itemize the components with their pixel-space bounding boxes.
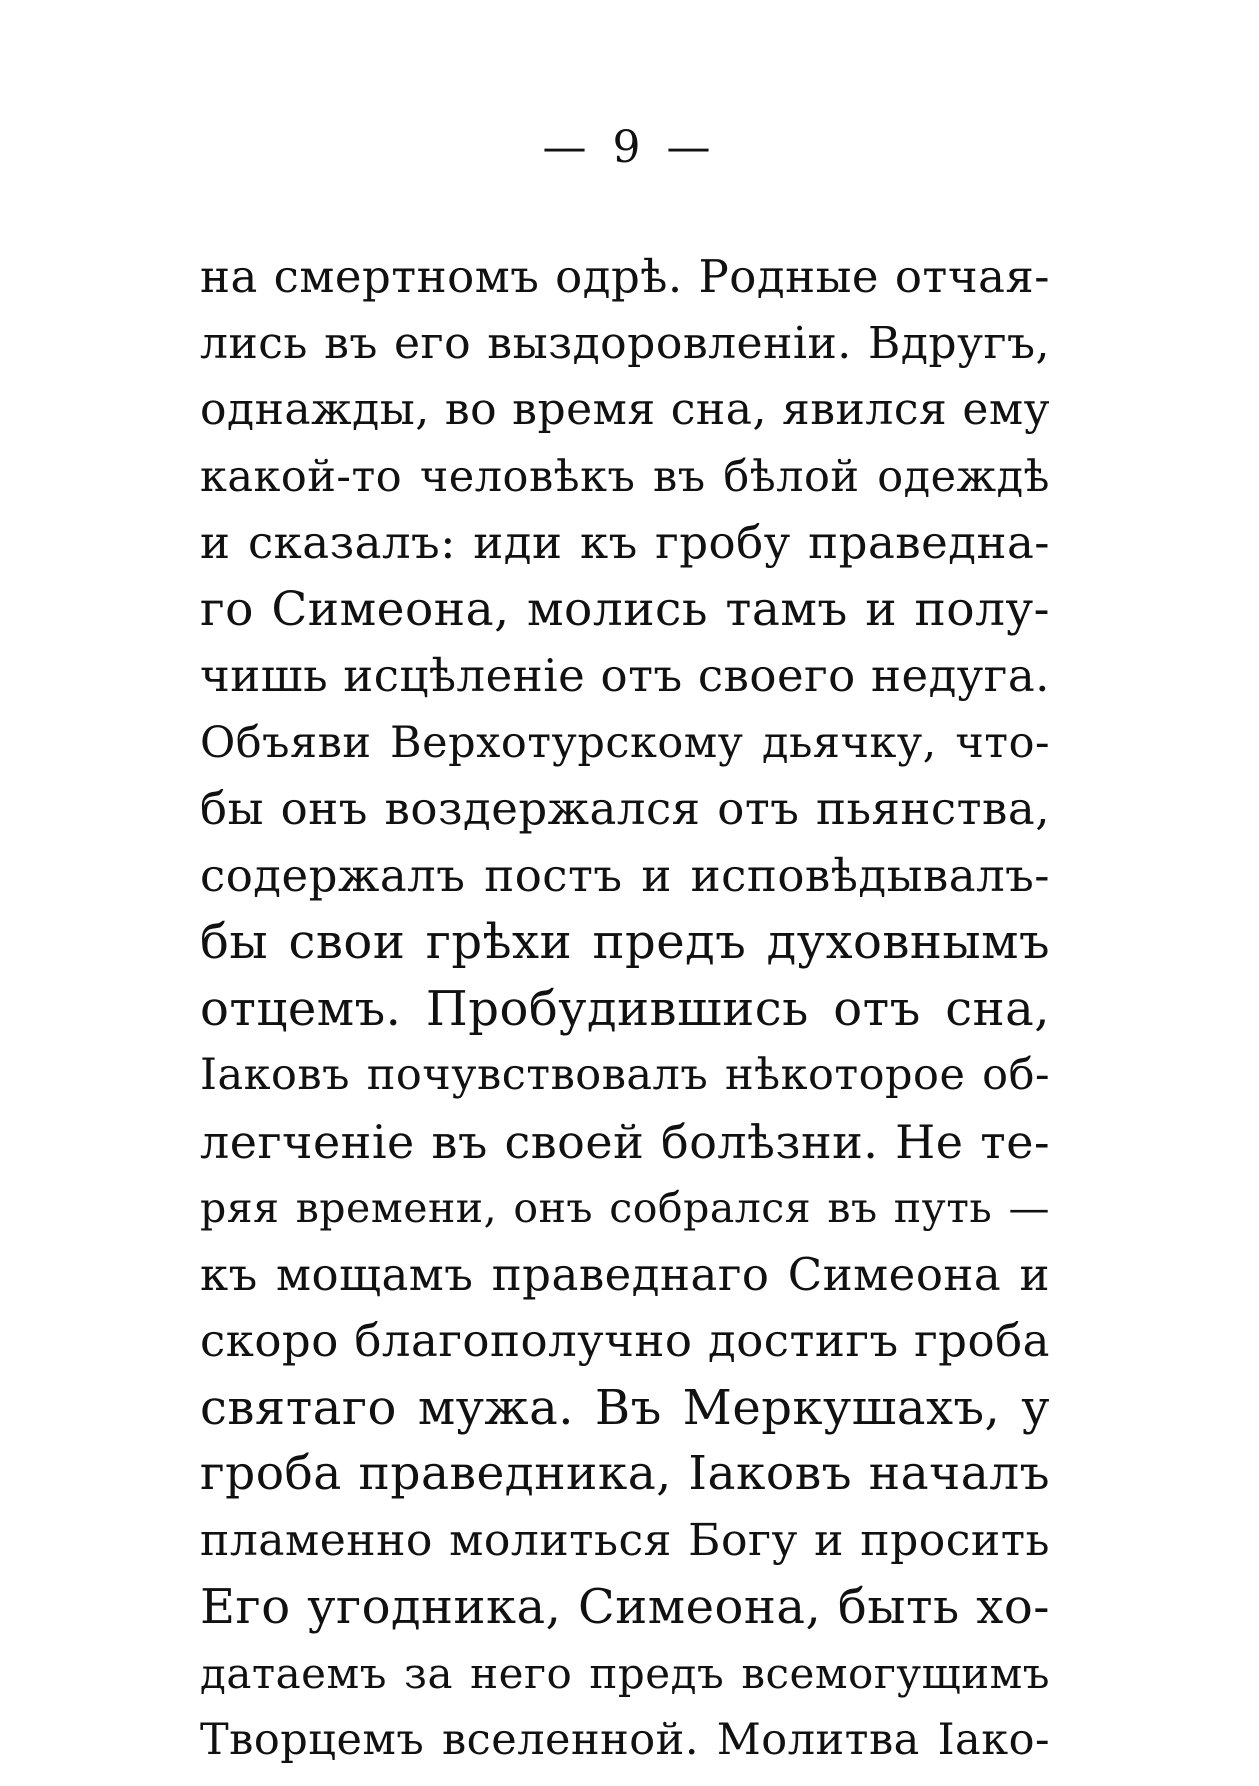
page-number: — 9 —: [542, 122, 717, 173]
text-line: Іаковъ почувствовалъ нѣкоторое об-: [200, 1050, 1050, 1100]
text-line: гроба праведника, Іаковъ началъ: [200, 1446, 1050, 1501]
text-line: скоро благополучно достигъ гроба: [200, 1314, 1050, 1367]
text-line: къ мощамъ праведнаго Симеона и: [200, 1247, 1050, 1301]
text-line: на смертномъ одрѣ. Родные отчая-: [200, 250, 1050, 303]
text-line: датаемъ за него предъ всемогущимъ: [200, 1648, 1050, 1698]
text-line: Творцемъ вселенной. Молитва Іако-: [200, 1715, 1050, 1765]
text-line: бы свои грѣхи предъ духовнымъ: [200, 914, 1050, 970]
text-line: отцемъ. Пробудившись отъ сна,: [200, 980, 1050, 1037]
text-line: какой-то человѣкъ въ бѣлой одеждѣ: [200, 451, 1050, 502]
text-line: го Симеона, молись тамъ и полу-: [200, 581, 1050, 637]
text-line: чишь исцѣленіе отъ своего недуга.: [200, 649, 1050, 702]
text-line: содержалъ постъ и исповѣдывалъ-: [200, 848, 1050, 902]
text-line: бы онъ воздержался отъ пьянства,: [200, 782, 1050, 835]
text-line: лись въ его выздоровленіи. Вдругъ,: [200, 317, 1050, 369]
text-line: святаго мужа. Въ Меркушахъ, у: [200, 1379, 1050, 1436]
text-line: Его угодника, Симеона, быть хо-: [200, 1579, 1050, 1635]
text-line: пламенно молиться Богу и просить: [200, 1514, 1050, 1566]
text-line: ряя времени, онъ собрался въ путь —: [200, 1184, 1050, 1232]
text-line: и сказалъ: иди къ гробу праведна-: [200, 516, 1050, 569]
text-line: легченіе въ своей болѣзни. Не те-: [200, 1114, 1050, 1169]
text-line: Объяви Верхотурскому дьячку, что-: [200, 717, 1050, 768]
text-line: однажды, во время сна, явился ему: [200, 384, 1050, 435]
body-text: [200, 244, 1050, 1774]
